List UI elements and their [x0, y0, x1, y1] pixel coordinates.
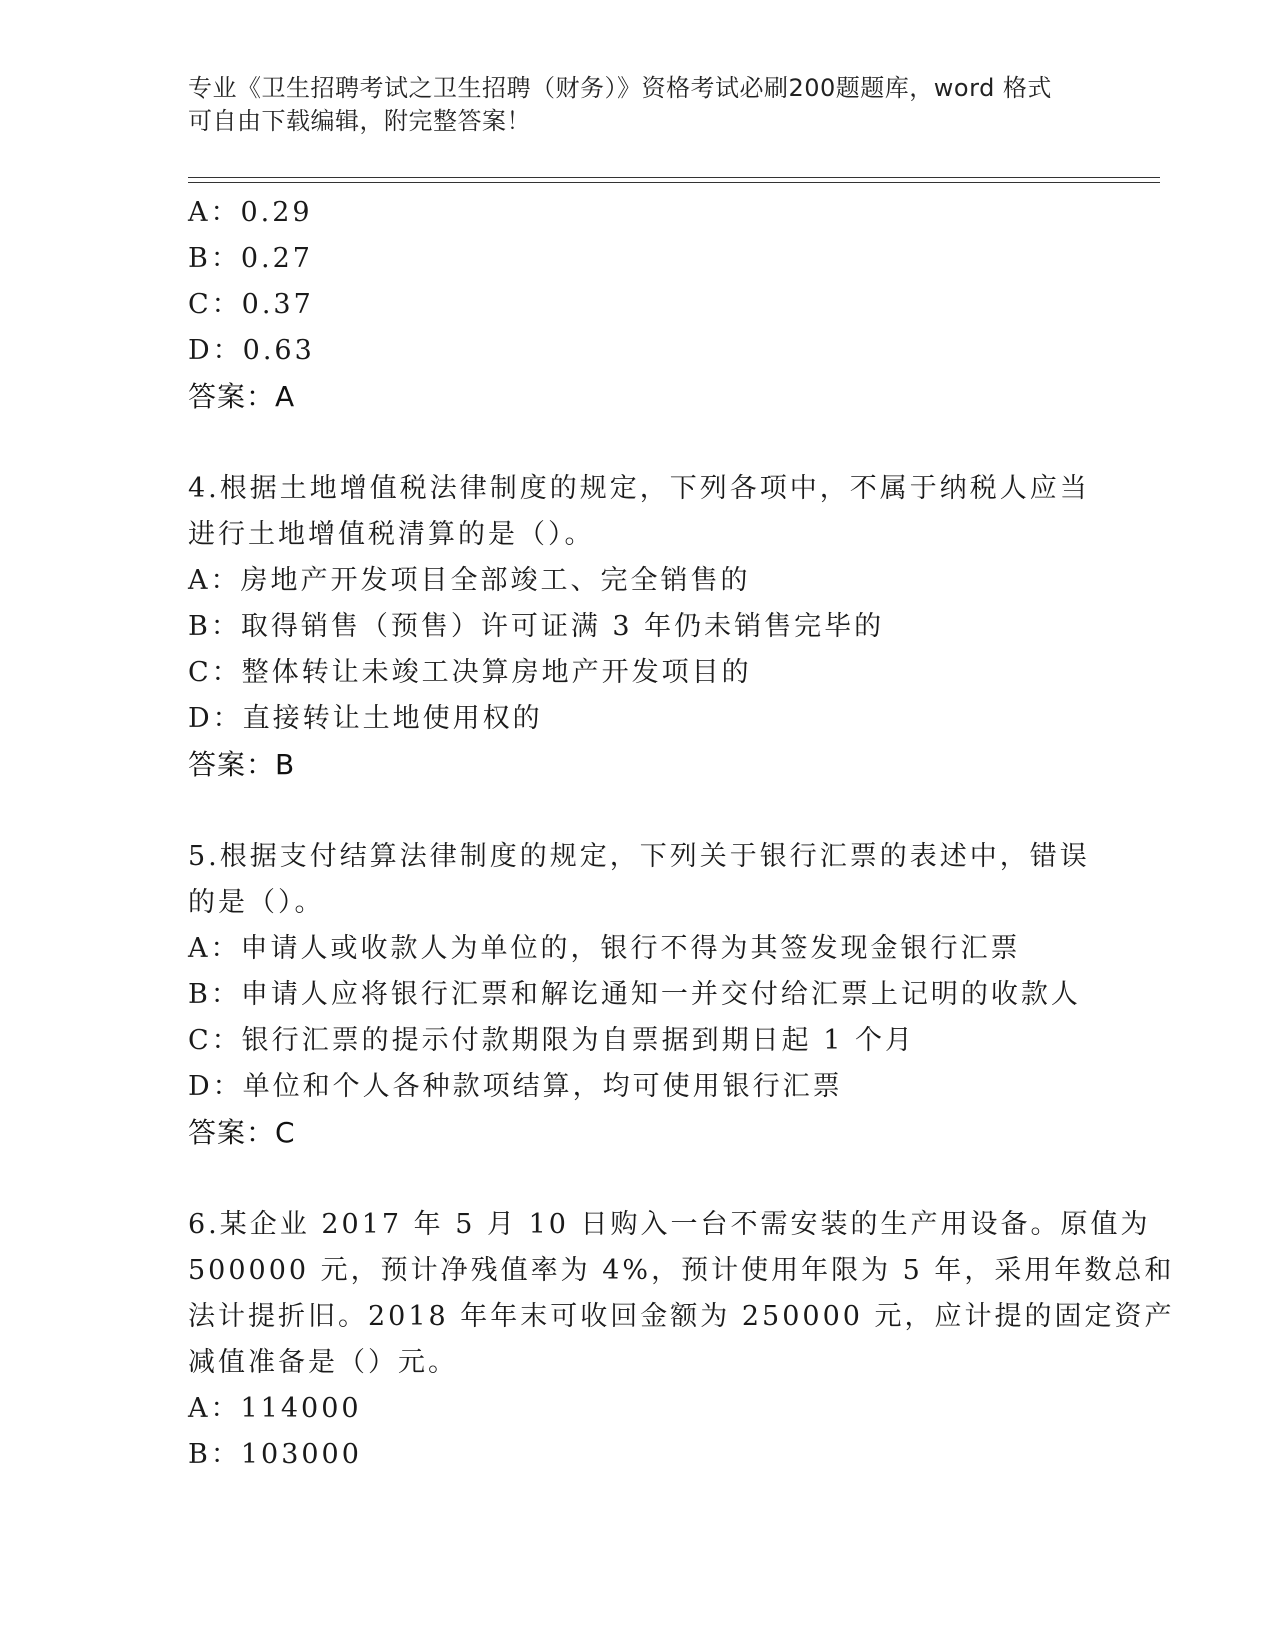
- question-content: [188, 190, 1175, 1478]
- header-line-2: 可自由下载编辑，附完整答案！: [188, 107, 531, 135]
- q3-option-a: A：0.29: [188, 197, 313, 228]
- q5-option-d: D：单位和个人各种款项结算，均可使用银行汇票: [188, 1071, 843, 1102]
- spacer: [188, 420, 1088, 466]
- q4-stem-line-1: 4.根据土地增值税法律制度的规定，下列各项中，不属于纳税人应当: [188, 473, 1090, 504]
- q4-option-c: C：整体转让未竣工决算房地产开发项目的: [188, 657, 752, 688]
- q6-option-b: B：103000: [188, 1439, 362, 1470]
- q6-stem-line-2: 500000 元，预计净残值率为 4%，预计使用年限为 5 年，采用年数总和: [188, 1255, 1175, 1286]
- q5-answer: 答案：C: [188, 1116, 296, 1149]
- q3-option-b: B：0.27: [188, 243, 313, 274]
- header-divider-top: [188, 177, 1160, 178]
- q4-option-d: D：直接转让土地使用权的: [188, 703, 543, 734]
- q6-stem-line-1: 6.某企业 2017 年 5 月 10 日购入一台不需安装的生产用设备。原值为: [188, 1209, 1151, 1240]
- header-line-1: 专业《卫生招聘考试之卫生招聘（财务）》资格考试必刷200题题库，word 格式: [188, 74, 1052, 102]
- question-4: [188, 466, 1088, 788]
- q6-stem-line-3: 法计提折旧。2018 年年末可收回金额为 250000 元，应计提的固定资产: [188, 1301, 1175, 1332]
- q6-stem-line-4: 减值准备是（）元。: [188, 1347, 458, 1378]
- q4-option-a: A：房地产开发项目全部竣工、完全销售的: [188, 565, 751, 596]
- q4-answer: 答案：B: [188, 748, 296, 781]
- question-5: [188, 834, 1088, 1156]
- q4-stem-line-2: 进行土地增值税清算的是（）。: [188, 519, 595, 550]
- q3-option-c: C：0.37: [188, 289, 314, 320]
- q5-option-c: C：银行汇票的提示付款期限为自票据到期日起 1 个月: [188, 1025, 916, 1056]
- question-6: [188, 1202, 1175, 1478]
- q5-option-b: B：申请人应将银行汇票和解讫通知一并交付给汇票上记明的收款人: [188, 979, 1081, 1010]
- q5-stem-line-1: 5.根据支付结算法律制度的规定，下列关于银行汇票的表述中，错误: [188, 841, 1090, 872]
- q3-answer: 答案：A: [188, 380, 296, 413]
- q5-option-a: A：申请人或收款人为单位的，银行不得为其签发现金银行汇票: [188, 933, 1021, 964]
- question-3: [188, 190, 1088, 420]
- q6-option-a: A：114000: [188, 1393, 362, 1424]
- spacer: [188, 1156, 1088, 1202]
- q3-option-d: D：0.63: [188, 335, 315, 366]
- header-divider-bottom: [188, 182, 1160, 183]
- q4-option-b: B：取得销售（预售）许可证满 3 年仍未销售完毕的: [188, 611, 885, 642]
- document-header: [188, 72, 1068, 138]
- q5-stem-line-2: 的是（）。: [188, 887, 325, 918]
- spacer: [188, 788, 1088, 834]
